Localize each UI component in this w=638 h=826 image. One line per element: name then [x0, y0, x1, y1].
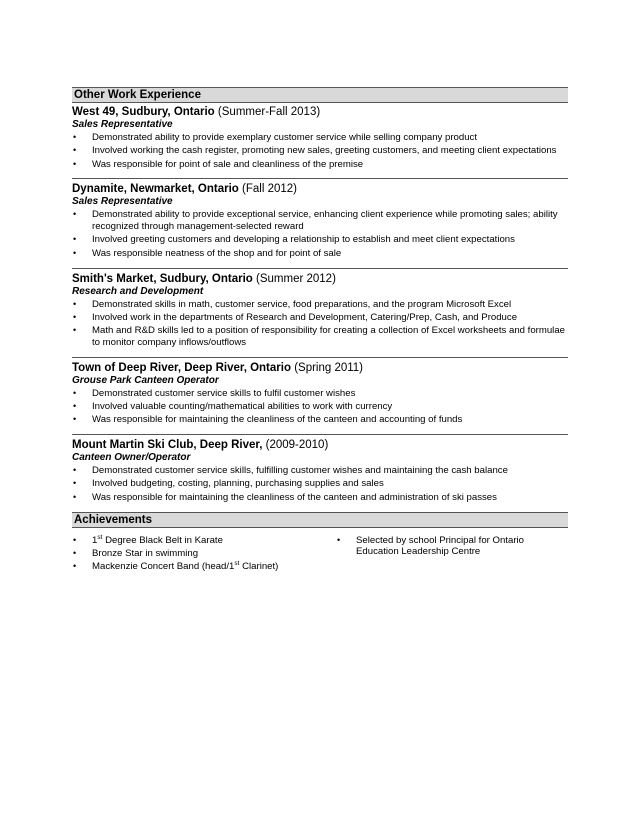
job-entry — [72, 434, 568, 503]
achievement-item — [72, 535, 336, 547]
bullet-icon: • — [73, 401, 77, 412]
bullet-item — [72, 145, 568, 157]
bullet-item — [72, 401, 568, 413]
bullet-icon: • — [73, 209, 77, 220]
bullet-item — [72, 414, 568, 426]
ordinal-suffix: st — [97, 533, 103, 541]
bullet-text: Math and R&D skills led to a position of responsibility for creating a collection of Excel worksheets and formulae to monitor company inflows/outflows — [92, 325, 565, 348]
achievement-text: 1 — [92, 534, 98, 546]
section-header-achievements: Achievements — [72, 512, 568, 528]
job-bullets — [72, 209, 568, 259]
job-title — [72, 106, 568, 119]
job-date: (Fall 2012) — [242, 183, 297, 196]
bullet-item — [72, 159, 568, 171]
job-role: Sales Representative — [72, 119, 173, 130]
bullet-text: Involved work in the departments of Research and Development, Catering/Prep, Cash, and Produce — [92, 311, 518, 323]
achievement-text: Selected by school Principal for Ontario Education Leadership Centre — [356, 534, 524, 558]
achievement-text: Bronze Star in swimming — [92, 547, 199, 559]
bullet-icon: • — [73, 298, 77, 309]
bullet-text: Demonstrated customer service skills to fulfil customer wishes — [92, 387, 356, 399]
bullet-item — [72, 465, 568, 477]
job-bullets — [72, 299, 568, 349]
bullet-text: Demonstrated ability to provide exceptional service, enhancing client experience while promoting sales; ability recognized through management-selected reward — [92, 209, 558, 233]
bullet-icon: • — [73, 387, 77, 398]
job-entry — [72, 106, 568, 170]
bullet-item — [72, 248, 568, 260]
bullet-text: Demonstrated skills in math, customer service, food preparations, and the program Microsoft Excel — [92, 298, 512, 310]
bullet-item — [72, 312, 568, 324]
bullet-text: Was responsible for point of sale and cleanliness of the premise — [92, 158, 364, 170]
bullet-icon: • — [73, 325, 77, 336]
bullet-item — [72, 492, 568, 504]
bullet-item — [72, 478, 568, 490]
achievement-text: Degree Black Belt in Karate — [102, 534, 223, 546]
bullet-icon: • — [73, 478, 77, 489]
bullet-icon: • — [73, 414, 77, 425]
bullet-item — [72, 234, 568, 246]
job-org: Dynamite, Newmarket, Ontario — [72, 183, 239, 196]
bullet-icon: • — [73, 465, 77, 476]
job-entry — [72, 357, 568, 426]
achievements-left-column — [72, 534, 336, 575]
bullet-icon: • — [73, 132, 77, 142]
job-role: Sales Representative — [72, 196, 173, 208]
achievement-text: Mackenzie Concert Band (head/1 — [92, 561, 235, 573]
resume-page — [72, 87, 568, 574]
bullet-icon: • — [73, 547, 77, 558]
job-bullets — [72, 388, 568, 426]
bullet-text: Was responsible neatness of the shop and for point of sale — [92, 247, 342, 259]
job-role: Research and Development — [72, 285, 204, 297]
job-org: Smith's Market, Sudbury, Ontario — [72, 272, 253, 285]
section-header-other-work: Other Work Experience — [72, 87, 568, 103]
bullet-icon: • — [73, 311, 77, 322]
bullet-icon: • — [73, 247, 77, 258]
job-entry — [72, 178, 568, 259]
job-title — [72, 183, 568, 196]
job-title — [72, 439, 568, 452]
bullet-item — [72, 388, 568, 400]
job-date: (Spring 2011) — [294, 361, 364, 374]
job-bullets — [72, 465, 568, 503]
job-date: (2009-2010) — [265, 439, 329, 452]
bullet-text: Was responsible for maintaining the cleanliness of the canteen and administration of ski passes — [92, 491, 497, 503]
job-org: Town of Deep River, Deep River, Ontario — [72, 361, 291, 374]
job-date: (Summer-Fall 2013) — [217, 106, 321, 118]
bullet-item — [72, 299, 568, 311]
bullet-icon: • — [73, 534, 77, 545]
bullet-text: Involved budgeting, costing, planning, purchasing supplies and sales — [92, 478, 384, 490]
bullet-text: Demonstrated ability to provide exemplary customer service while selling company product — [92, 132, 477, 143]
job-title — [72, 362, 568, 375]
ordinal-suffix: st — [234, 559, 240, 567]
bullet-icon: • — [337, 534, 341, 545]
bullet-item — [72, 325, 568, 349]
bullet-text: Was responsible for maintaining the cleanliness of the canteen and accounting of funds — [92, 414, 463, 426]
achievements-list — [72, 534, 568, 575]
bullet-item — [72, 209, 568, 233]
bullet-icon: • — [73, 234, 77, 245]
achievement-item — [72, 561, 336, 573]
job-org: West 49, Sudbury, Ontario — [72, 106, 215, 118]
bullet-icon: • — [73, 158, 77, 169]
bullet-text: Involved working the cash register, promoting new sales, greeting customers, and meeting client expectations — [92, 145, 557, 157]
bullet-text: Involved valuable counting/mathematical abilities to work with currency — [92, 401, 393, 413]
bullet-item — [72, 132, 568, 144]
bullet-icon: • — [73, 561, 77, 572]
achievements-right-column — [336, 534, 568, 575]
job-org: Mount Martin Ski Club, Deep River, — [72, 439, 263, 452]
job-title — [72, 273, 568, 286]
job-role: Grouse Park Canteen Operator — [72, 374, 219, 386]
bullet-icon: • — [73, 491, 77, 502]
achievement-text: Clarinet) — [239, 561, 279, 573]
job-entry — [72, 268, 568, 349]
achievement-item — [336, 535, 568, 559]
bullet-icon: • — [73, 145, 77, 156]
job-date: (Summer 2012) — [256, 272, 336, 285]
job-role: Canteen Owner/Operator — [72, 452, 191, 464]
achievement-item — [72, 548, 336, 560]
bullet-text: Involved greeting customers and developing a relationship to establish and meet client expectations — [92, 234, 515, 246]
bullet-text: Demonstrated customer service skills, fulfilling customer wishes and maintaining the cash balance — [92, 465, 508, 477]
job-bullets — [72, 132, 568, 170]
